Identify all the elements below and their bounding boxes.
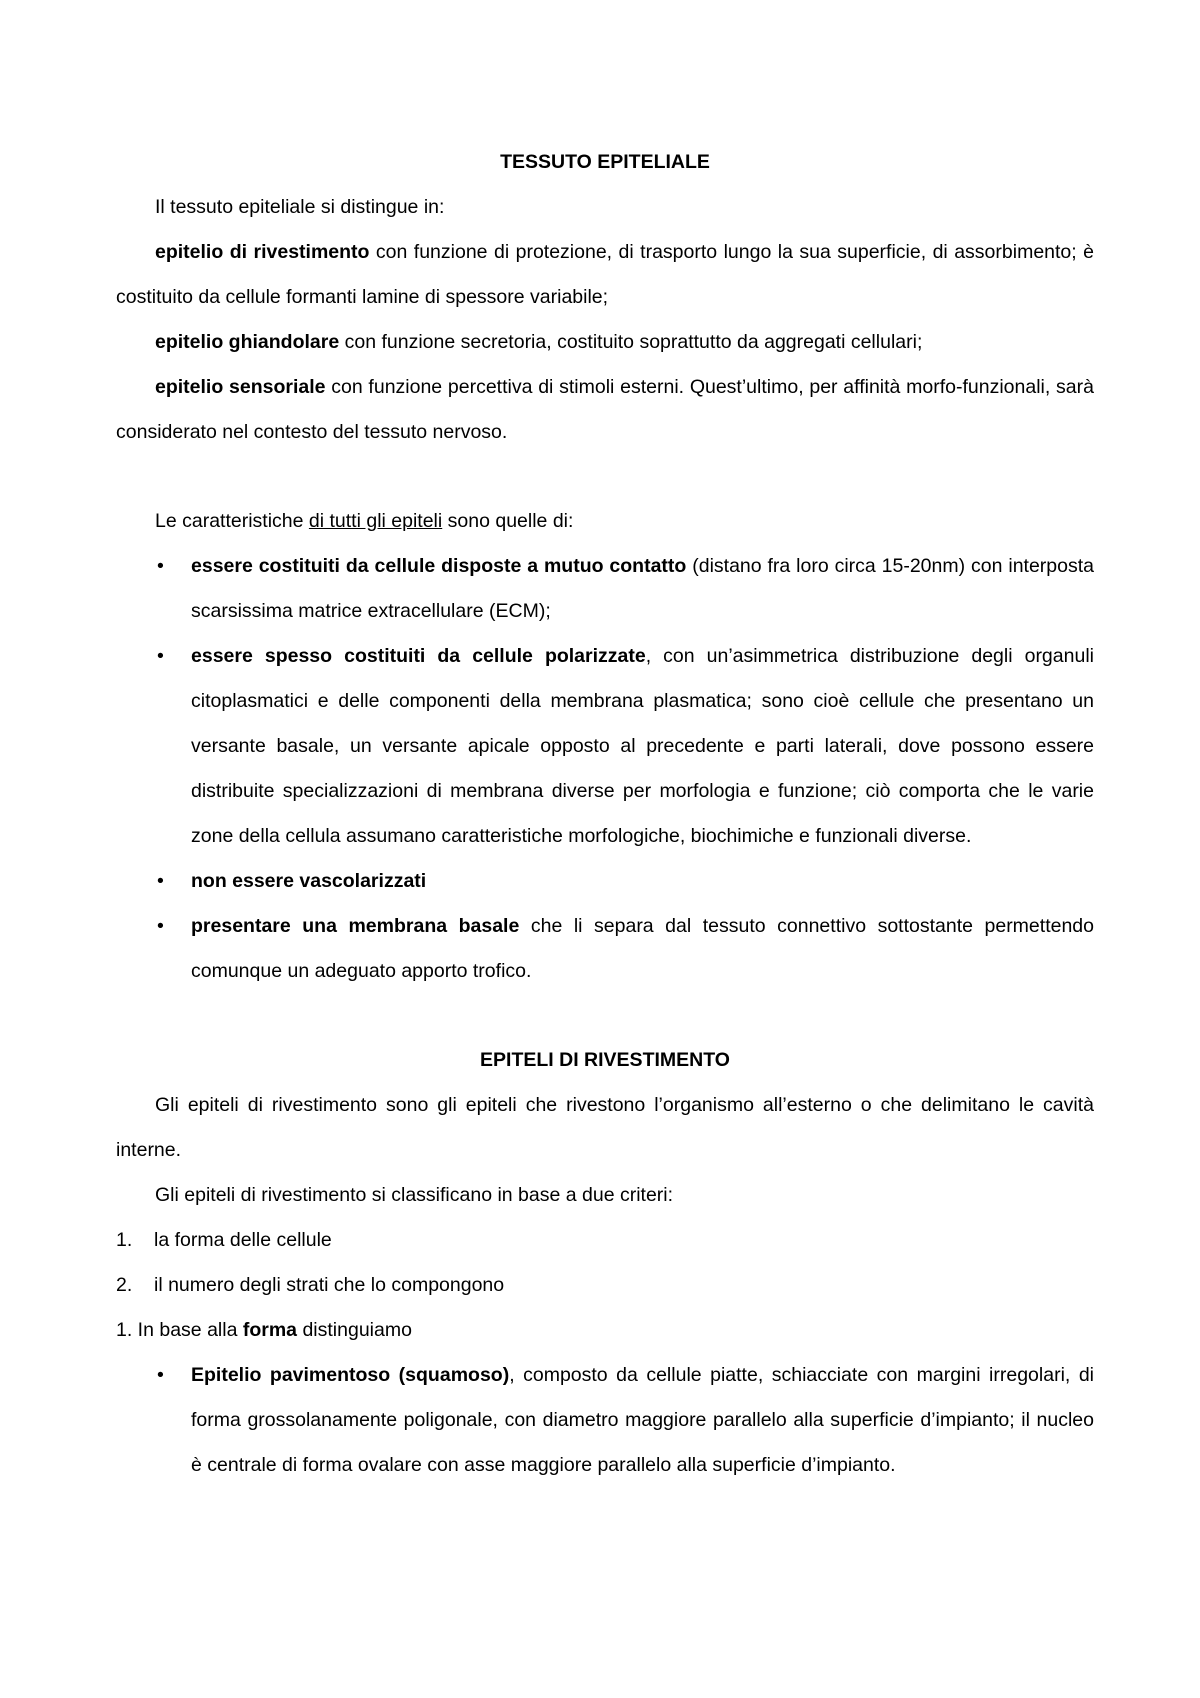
item-text: (distano fra loro circa 15-20nm) con interposta scarsissima matrice extracellulare (ECM); — [191, 555, 1094, 622]
bold-word: forma — [242, 1319, 298, 1341]
list-item — [116, 634, 1094, 859]
type-term: epitelio di rivestimento — [155, 241, 370, 263]
item-term: presentare una membrana basale — [191, 915, 520, 937]
spacer — [116, 455, 1094, 499]
item-term: Epitelio pavimentoso (squamoso) — [191, 1364, 510, 1386]
list-item — [116, 1353, 1094, 1488]
list-item — [116, 859, 1094, 904]
type-text: con funzione di protezione, di trasporto lungo la sua superficie, di assorbimento; è costituito da cellule formanti lamine di spessore variabile; — [116, 241, 1094, 308]
item-text: , composto da cellule piatte, schiacciate con margini irregolari, di forma grossolanamente poligonale, con diametro maggiore parallelo alla superficie d’impianto; il nucleo è centrale di forma ovalare con asse maggiore parallelo alla superficie d’impianto. — [191, 1364, 1094, 1476]
criteria-item — [116, 1218, 1094, 1263]
item-number: 1. — [116, 1229, 133, 1251]
criteria-text: il numero degli strati che lo compongono — [154, 1274, 505, 1296]
bullet-icon: • — [157, 915, 164, 937]
bullet-icon: • — [157, 555, 164, 577]
item-term: essere spesso costituiti da cellule polarizzate — [191, 645, 646, 667]
type-paragraph — [116, 230, 1094, 320]
list-item — [116, 904, 1094, 994]
criteria-item — [116, 1263, 1094, 1308]
section-title: EPITELI DI RIVESTIMENTO — [480, 1049, 730, 1071]
forms-list — [116, 1353, 1094, 1488]
item-text: , con un’asimmetrica distribuzione degli organuli citoplasmatici e delle componenti della membrana plasmatica; sono cioè cellule che presentano un versante basale, un versante apicale opposto al precedente e parti laterali, dove possono essere distribuite specializzazioni di membrana diverse per morfologia e funzione; ciò comporta che le varie zone della cellula assumano caratteristiche morfologiche, biochimiche e funzionali diverse. — [191, 645, 1094, 847]
item-text: che li separa dal tessuto connettivo sottostante permettendo comunque un adeguato apporto trofico. — [191, 915, 1094, 982]
characteristics-list — [116, 544, 1094, 994]
document-title: TESSUTO EPITELIALE — [500, 151, 710, 173]
bullet-icon: • — [157, 870, 164, 892]
item-number: 2. — [116, 1274, 133, 1296]
type-paragraph — [116, 365, 1094, 455]
section-paragraph: Gli epiteli di rivestimento si classificano in base a due criteri: — [155, 1184, 674, 1206]
type-term: epitelio ghiandolare — [155, 331, 340, 353]
type-text: con funzione secretoria, costituito soprattutto da aggregati cellulari; — [339, 331, 923, 353]
document-page — [116, 140, 1094, 1488]
item-term: essere costituiti da cellule disposte a mutuo contatto — [191, 555, 687, 577]
form-intro: 1. In base alla forma distinguiamo — [116, 1319, 412, 1341]
section-paragraph: Gli epiteli di rivestimento sono gli epiteli che rivestono l’organismo all’esterno o che delimitano le cavità interne. — [116, 1094, 1094, 1161]
bullet-icon: • — [157, 645, 164, 667]
type-paragraph — [116, 320, 1094, 365]
bullet-icon: • — [157, 1364, 164, 1386]
list-item — [116, 544, 1094, 634]
item-term: non essere vascolarizzati — [191, 870, 427, 892]
characteristics-intro: Le caratteristiche di tutti gli epiteli sono quelle di: — [155, 510, 574, 532]
intro-paragraph: Il tessuto epiteliale si distingue in: — [155, 196, 445, 218]
type-text: con funzione percettiva di stimoli esterni. Quest’ultimo, per affinità morfo-funzionali, sarà considerato nel contesto del tessuto nervoso. — [116, 376, 1094, 443]
underlined-phrase: di tutti gli epiteli — [308, 510, 443, 532]
type-term: epitelio sensoriale — [155, 376, 326, 398]
spacer — [116, 994, 1094, 1038]
criteria-text: la forma delle cellule — [154, 1229, 332, 1251]
